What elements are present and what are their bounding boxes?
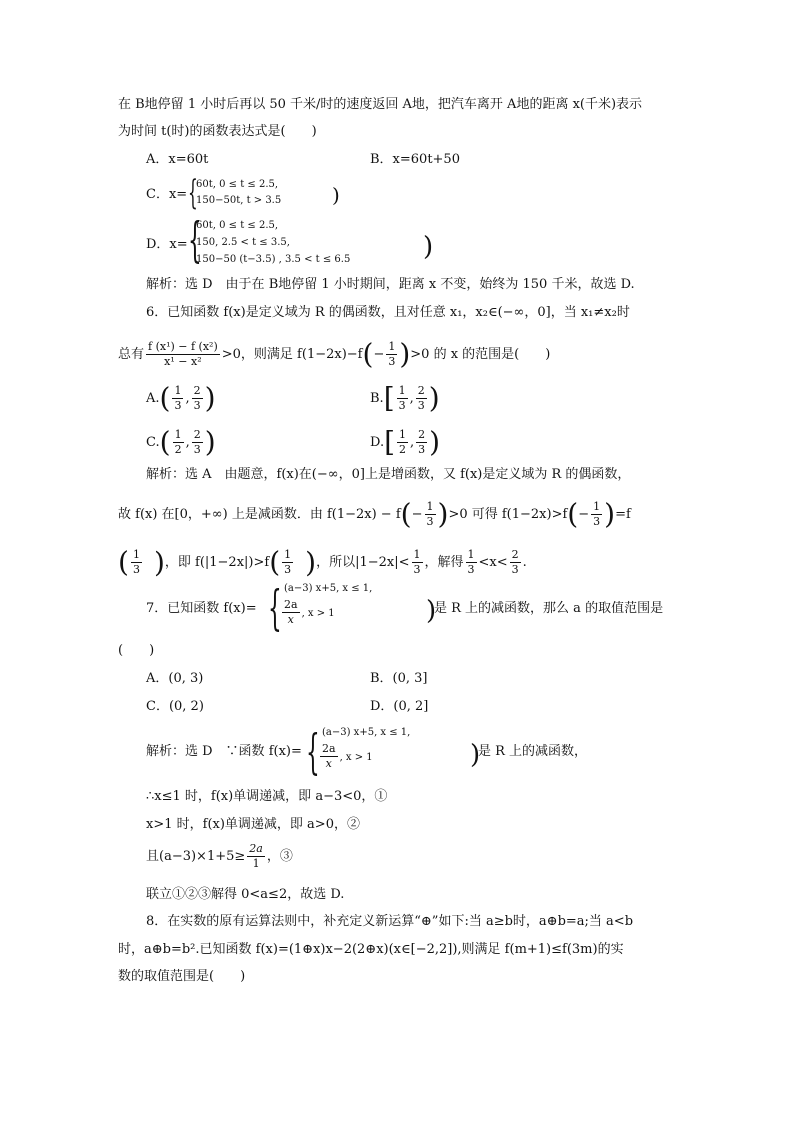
q7-solution-case2: $\frac{2a}{x}$ , x > 1 (322, 742, 373, 770)
brace-icon: { (306, 724, 320, 780)
q7-solution-post: 是 R 上的减函数， (478, 744, 588, 759)
q6-line2-post: >0 的 x 的范围是( ) (410, 347, 551, 362)
q5-solution: 解析：选 D 由于在 B地停留 1 小时期间，距离 x 不变，始终为 150 千米，故选 D. (146, 277, 635, 292)
q6-option-a: A.( $\frac{1}{3}$ , $\frac{2}{3}$ ) (146, 381, 216, 415)
q7-solution-case1: (a−3) x+5, x ≤ 1, (322, 727, 411, 738)
q8-line1: 8．在实数的原有运算法则中，补充定义新运算“⊕”如下:当 a≥b时，a⊕b=a;当 a<b (146, 914, 634, 929)
closing-paren-icon: ) (426, 596, 437, 626)
q5-intro-line1: 在 B地停留 1 小时后再以 50 千米/时的速度返回 A地，把汽车离开 A地的距离 x(千米)表示 (118, 97, 643, 112)
q5-option-c-case2: 150−50t, t > 3.5 (196, 195, 282, 206)
q5-option-d-label: D．x= (146, 237, 188, 252)
q7-solution-line4: 且(a−3)×1+5≥ $\frac{2a}{1}$ ，③ (146, 842, 293, 870)
q7-solution-line3: x>1 时，f(x)单调递减，即 a>0，② (146, 817, 360, 832)
q7-solution-pre: 解析：选 D ∵函数 f(x)= (146, 744, 302, 759)
q6-line2: 总有 $\frac{\text{f (x¹) − f (x²)}}{\text{x¹ − x²}}$ >0，则满足 f(1−2x)−f(− $\frac{1}{3}$ )>0 的 x 的范围是( ) (118, 337, 551, 371)
closing-paren-icon: ) (470, 740, 481, 770)
q6-fraction-one-third: $\frac{1}{3}$ (388, 340, 396, 368)
q5-option-d-case1: 60t, 0 ≤ t ≤ 2.5, (196, 220, 279, 231)
q7-option-b: B．(0, 3] (370, 671, 428, 686)
q6-option-b: B.[ $\frac{1}{3}$ , $\frac{2}{3}$ ) (370, 381, 440, 415)
q6-line2-pre: 总有 (118, 347, 145, 362)
q7-case2: $\frac{2a}{x}$ , x > 1 (284, 598, 335, 626)
q6-option-d: D.[ $\frac{1}{2}$ , $\frac{2}{3}$ ) (370, 425, 441, 459)
q8-line2: 时，a⊕b=b².已知函数 f(x)=(1⊕x)x−2(2⊕x)(x∈[−2,2]),则满足 f(m+1)≤f(3m)的实 (118, 942, 624, 957)
q6-line2-mid: >0，则满足 f(1−2x)−f (221, 347, 363, 362)
q6-solution-line1: 解析：选 A 由题意，f(x)在(−∞，0]上是增函数，又 f(x)是定义域为 R 的偶函数， (146, 467, 631, 482)
q7-answer-paren: ( ) (118, 643, 155, 658)
q7-case1: (a−3) x+5, x ≤ 1, (284, 583, 373, 594)
q7-solution-line5: 联立①②③解得 0<a≤2，故选 D. (146, 887, 345, 902)
q6-line1: 6．已知函数 f(x)是定义域为 R 的偶函数，且对任意 x₁，x₂∈(−∞，0]，当 x₁≠x₂时 (146, 305, 630, 320)
q6-solution-line3: ( $\frac{1}{3}$ )，即 f(|1−2x|)>f( $\frac{1}{3}$ )，所以|1−2x|< $\frac{1}{3}$ ，解得 $\frac{1}{3}$ <x< $\frac{2}{3}$ . (118, 545, 527, 579)
q8-line3: 数的取值范围是( ) (118, 969, 246, 984)
q7-stem-pre: 7．已知函数 f(x)= (146, 601, 257, 616)
q6-solution-line2: 故 f(x) 在[0，+∞) 上是减函数．由 f(1−2x) − f(− $\frac{1}{3}$ )>0 可得 f(1−2x)>f(− $\frac{1}{3}$ )=f (118, 497, 631, 531)
q5-intro-line2: 为时间 t(时)的函数表达式是( ) (118, 124, 317, 139)
closing-paren-icon: ) (423, 232, 434, 262)
brace-icon: { (188, 173, 198, 213)
q5-option-c-case1: 60t, 0 ≤ t ≤ 2.5, (196, 179, 279, 190)
q7-option-c: C．(0, 2) (146, 699, 204, 714)
q5-option-a: A．x=60t (146, 152, 209, 167)
q5-option-d-case2: 150, 2.5 < t ≤ 3.5, (196, 237, 290, 248)
brace-icon: { (188, 212, 202, 268)
q7-solution-line2: ∴x≤1 时，f(x)单调递减，即 a−3<0，① (146, 789, 388, 804)
q7-stem-post: 是 R 上的减函数，那么 a 的取值范围是 (434, 601, 664, 616)
q6-difference-quotient: $\frac{\text{f (x¹) − f (x²)}}{\text{x¹ − x²}}$ (148, 340, 218, 368)
q7-option-a: A．(0, 3) (146, 671, 204, 686)
q5-option-d-case3: 150−50 (t−3.5) , 3.5 < t ≤ 6.5 (196, 254, 351, 265)
q5-option-c-label: C．x= (146, 187, 188, 202)
q7-option-d: D．(0, 2] (370, 699, 429, 714)
brace-icon: { (268, 580, 282, 636)
q5-option-b: B．x=60t+50 (370, 152, 460, 167)
closing-paren-icon: ) (332, 183, 340, 207)
q6-option-c: C.( $\frac{1}{2}$ , $\frac{2}{3}$ ) (146, 425, 216, 459)
